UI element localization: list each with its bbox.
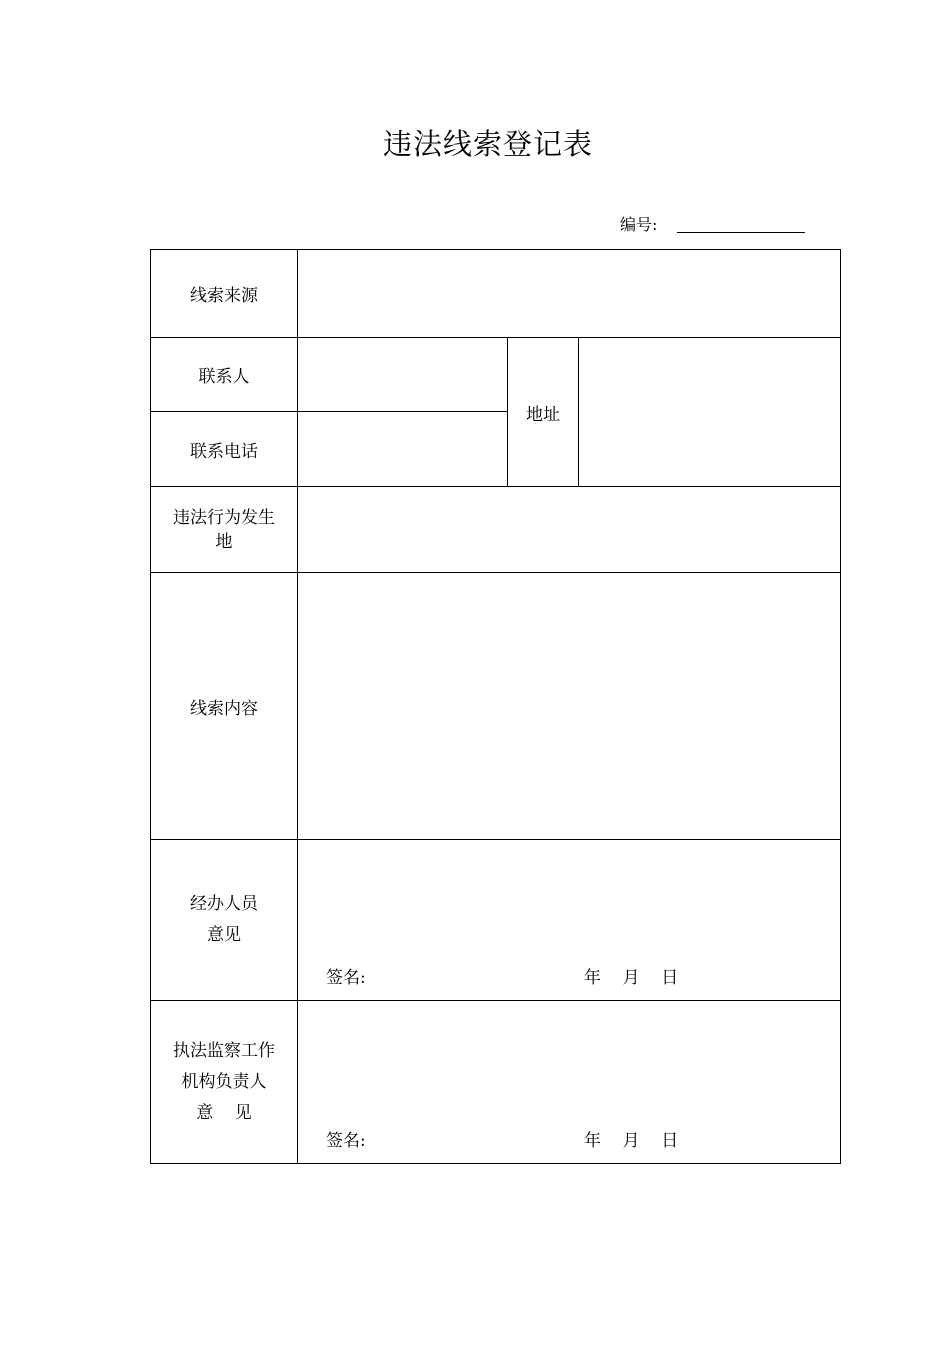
handler-opinion-label [151,840,298,1001]
serial-number-label: 编号: [620,215,658,234]
clue-source-field[interactable] [298,250,841,338]
clue-content-field[interactable] [298,573,841,840]
clue-source-label: 线索来源 [151,250,298,338]
contact-phone-label: 联系电话 [151,412,298,487]
violation-location-label-line1: 违法行为发生 [173,507,275,528]
contact-phone-field[interactable] [298,412,508,487]
registration-form-table [150,249,841,1164]
supervisor-date-label: 年 月 日 [584,1131,679,1151]
violation-location-field[interactable] [298,487,841,573]
handler-date-label: 年 月 日 [584,968,679,988]
supervisor-opinion-label [151,1001,298,1164]
supervisor-opinion-field[interactable] [298,1001,841,1164]
page-title: 违法线索登记表 [382,127,593,161]
supervisor-opinion-label-line1: 执法监察工作 [173,1040,275,1061]
row-handler-opinion [151,840,841,1001]
handler-opinion-label-line2: 意见 [207,925,241,945]
supervisor-opinion-label-line3: 意 见 [196,1102,252,1123]
row-clue-source [151,250,841,338]
row-contact-person [151,338,841,412]
row-violation-location [151,487,841,573]
handler-opinion-field[interactable] [298,840,841,1001]
violation-location-label [151,487,298,573]
contact-person-field[interactable] [298,338,508,412]
supervisor-opinion-label-line2: 机构负责人 [181,1071,267,1092]
handler-opinion-label-line1: 经办人员 [190,894,258,914]
contact-person-label: 联系人 [151,338,298,412]
serial-number-field[interactable] [677,232,805,233]
row-clue-content [151,573,841,840]
address-field[interactable] [579,338,841,487]
violation-location-label-line2: 地 [215,531,233,552]
address-label: 地址 [508,338,579,487]
row-supervisor-opinion [151,1001,841,1164]
handler-signature-label: 签名: [326,968,366,988]
clue-content-label: 线索内容 [151,573,298,840]
supervisor-signature-label: 签名: [326,1131,366,1151]
